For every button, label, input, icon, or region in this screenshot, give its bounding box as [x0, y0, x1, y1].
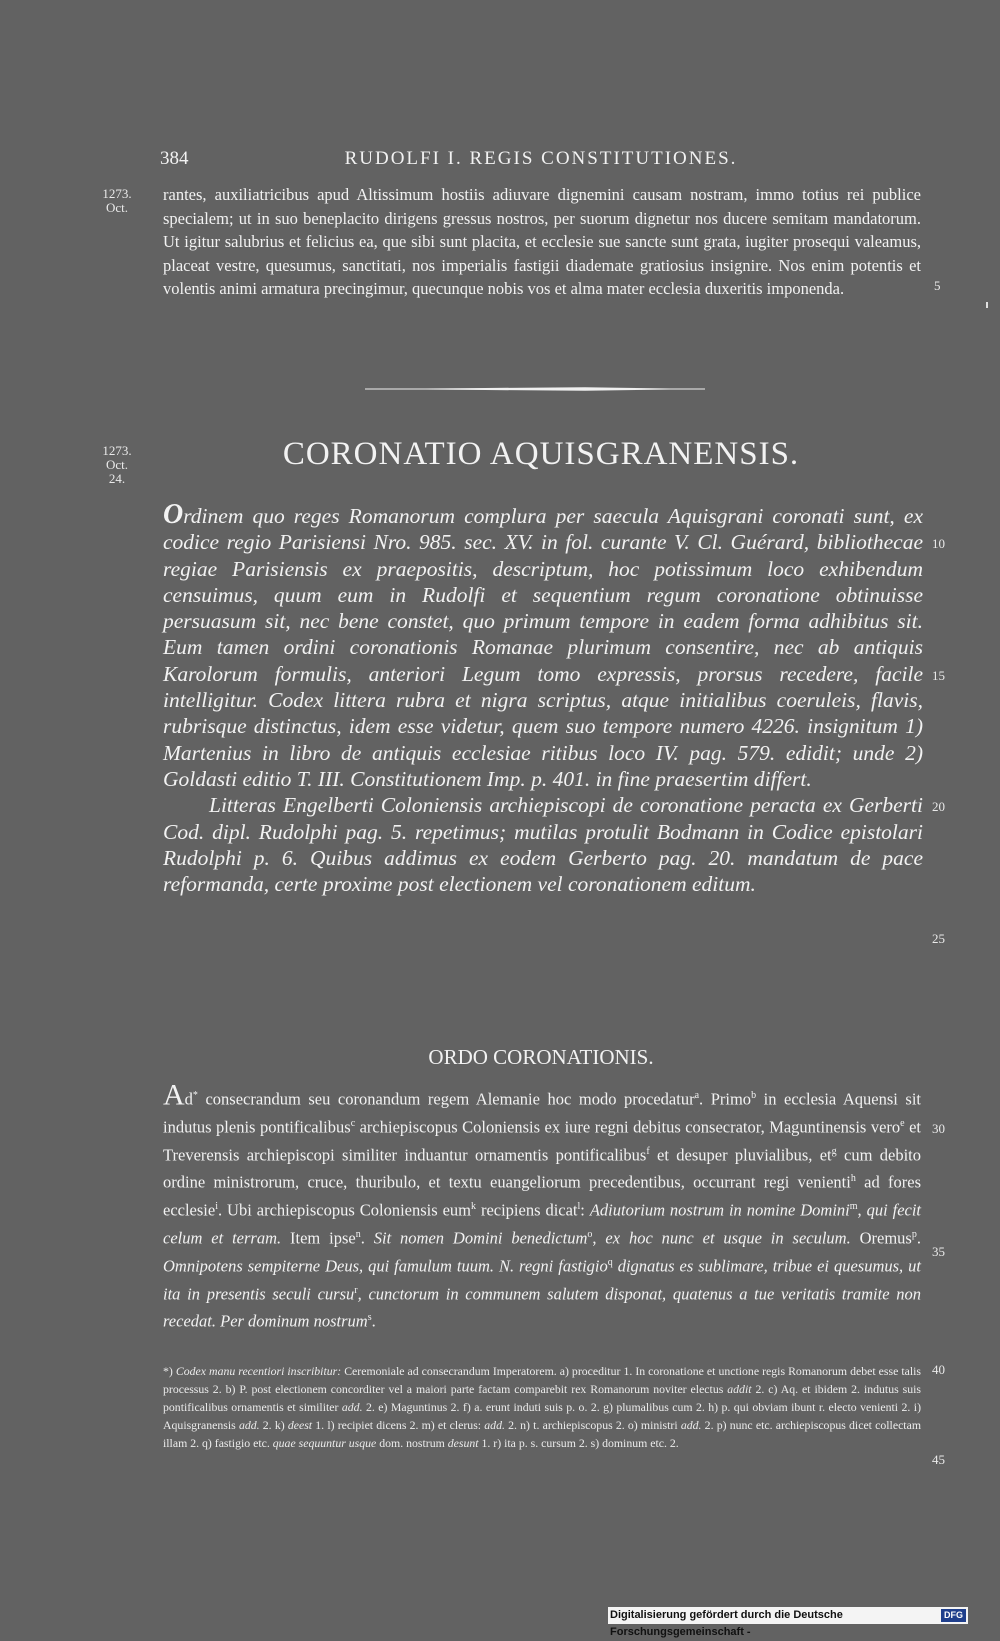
- footnotes: [163, 1362, 921, 1452]
- footnote-text: 2. k): [259, 1418, 288, 1432]
- text-run: ,: [857, 1200, 867, 1220]
- line-number: 35: [932, 1244, 945, 1259]
- italic-run: Omnipotens sempiterne Deus, qui famulum tuum. N. regni fastigio: [163, 1256, 608, 1276]
- footnote-marker: c: [350, 1117, 356, 1129]
- section-divider: [365, 386, 705, 392]
- footnote-text: 1. r) ita p. s. cursum 2. s) dominum etc. 2.: [478, 1436, 679, 1450]
- margin-date-year: 1273.: [102, 186, 132, 201]
- text-run: archiepiscopus Coloniensis ex iure regni debitus consecrator, Maguntinensis vero: [355, 1117, 901, 1137]
- drop-cap: O: [163, 499, 184, 530]
- text-run: . Ubi archiepiscopus Coloniensis eum: [218, 1200, 472, 1220]
- text-run: in ecclesia Aquensi sit indutus plenis pontificalibus: [163, 1089, 922, 1137]
- footnote-italic: quae sequuntur usque: [272, 1436, 377, 1450]
- footnote-marker: k: [471, 1201, 477, 1213]
- footnote-text: *): [163, 1364, 176, 1378]
- italic-run: , cunctorum in communem salutem disponat, quatenus a tue veritatis tramite non recedat. Per dominum nostrum: [163, 1284, 921, 1331]
- footnote-marker: h: [850, 1173, 856, 1185]
- footnote-marker: p: [911, 1228, 917, 1240]
- footnote-text: 2. n) t. archiepiscopus 2. o) ministri: [504, 1418, 681, 1432]
- text-run: Item ipse: [281, 1228, 356, 1248]
- line-number: 25: [932, 931, 945, 946]
- margin-date-day: 24.: [108, 471, 126, 486]
- footnote-marker: g: [831, 1145, 837, 1157]
- text-run: :: [580, 1200, 590, 1220]
- footnote-italic: add.: [680, 1418, 702, 1432]
- intro-paragraph-2: Litteras Engelberti Coloniensis archiepiscopi de coronatione peracta ex Gerberti Cod. dipl. Rudolphi pag. 5. repetimus; mutilas protulit Bodmann in Codice epistolari Rudolphi p. 6. Quibus addimus ex eodem Gerberto pag. 20. mandatum de pace reformanda, certe proxime post electionem vel coronationem editum.: [163, 793, 923, 897]
- text-run: recipiens dicat: [476, 1200, 578, 1220]
- margin-date-month: Oct.: [105, 200, 129, 215]
- footnote-italic: addit: [727, 1382, 752, 1396]
- footnote-marker: l: [577, 1201, 581, 1213]
- margin-date-1: [96, 187, 138, 215]
- italic-run: qui fecit celum et terram.: [163, 1200, 922, 1248]
- text-run: ,: [592, 1228, 606, 1248]
- line-number: 20: [932, 799, 945, 814]
- line-number: 10: [932, 536, 945, 551]
- footnote-italic: add.: [484, 1418, 505, 1432]
- text-run: ad fores ecclesie: [163, 1172, 921, 1220]
- line-number: 45: [932, 1452, 945, 1467]
- footnote-text: Ceremoniale ad consecrandum Imperatorem. a) proceditur 1. In coronatione et unctione regis Romanorum debet esse talis processus 2. b) P. post electionem concorditer vel a maiori parte factam comparebit rex Romanorum noviter electus: [163, 1364, 922, 1396]
- footnote-marker: m: [849, 1201, 858, 1213]
- text-run: cum debito ordine ministrorum, cruce, thuribulo, et textu euangeliorum precedentibus, occurrant regi venienti: [163, 1145, 921, 1192]
- footnote-italic: Codex manu recentiori inscribitur:: [175, 1364, 342, 1378]
- margin-date-2: [96, 444, 138, 486]
- footnote-text: 2. p) nunc etc. archiepiscopus dicet collectam illam 2. q) fastigio etc.: [163, 1418, 921, 1450]
- line-number: 30: [932, 1121, 945, 1136]
- ordo-text: [163, 1078, 922, 1334]
- italic-run: Adiutorium nostrum in nomine Domini: [589, 1200, 850, 1220]
- opening-paragraph: rantes, auxiliatricibus apud Altissimum hostiis adiuvare dignemini causam nostram, immo totius rei publice specialem; ut in suo beneplacito dirigens gressus nostros, per suorum dignetur nos ducere semitam mandatorum. Ut igitur salubrius et felicius ea, que sibi sunt placita, et ecclesie sue sancte sunt grata, iugiter prosequi valeamus, placeat vestre, quesumus, sanctitati, nos imperialis fastigii diademate gratiosius insignire. Nos enim potentis et volentis animi armatura precingimur, quecunque nobis vos et alma mater ecclesia duxeritis imponenda.: [163, 185, 921, 298]
- text-run: .: [916, 1228, 921, 1248]
- footnote-marker: s: [367, 1312, 372, 1324]
- footnote-text: 2. e) Maguntinus 2. f) a. erunt induti suis p. o. 2. g) plumalibus cum 2. h) p. qui obviam ibunt r. electo venienti 2. i) Aquisgranensis: [163, 1400, 922, 1432]
- footnote-marker: q: [607, 1256, 613, 1268]
- margin-date-month: Oct.: [105, 457, 129, 472]
- footnote-marker: f: [646, 1145, 650, 1157]
- line-number: 40: [932, 1362, 945, 1377]
- footnote-text: 2. c) Aq. et ibidem 2. indutus suis pontificalibus ornamentis et similiter: [163, 1382, 921, 1414]
- footnote-marker: a: [694, 1090, 700, 1101]
- line-number: 5: [934, 278, 941, 293]
- ordo-title: ORDO CORONATIONIS.: [428, 1045, 654, 1069]
- text-run: . Primo: [699, 1089, 752, 1109]
- margin-date-year: 1273.: [102, 443, 132, 458]
- footnote-marker: b: [751, 1090, 757, 1101]
- italic-run: Sit nomen Domini benedictum: [373, 1228, 588, 1248]
- footnote-italic: deest: [287, 1418, 313, 1432]
- line-number: 15: [932, 668, 945, 683]
- footnote-italic: add.: [341, 1400, 363, 1414]
- introduction: [163, 499, 923, 897]
- text-run: .: [371, 1311, 376, 1331]
- footnote-italic: add.: [238, 1418, 260, 1432]
- footnote-marker: e: [900, 1117, 905, 1129]
- footnote-marker: r: [354, 1284, 358, 1296]
- dfg-logo: DFG: [941, 1609, 966, 1622]
- page-number: 384: [160, 148, 189, 169]
- italic-run: dignatus es sublimare, tribue ei quesumus, ut ita in presentis seculi cursu: [163, 1256, 921, 1304]
- footnote-marker: *: [192, 1090, 198, 1101]
- text-run: et desuper pluvialibus, et: [649, 1145, 832, 1165]
- footnote-marker: n: [355, 1228, 361, 1240]
- digitization-footer: [608, 1607, 968, 1638]
- text-run: consecrandum seu coronandum regem Alemanie hoc modo procedatur: [197, 1089, 695, 1109]
- scan-mark: [986, 302, 988, 308]
- footer-text: Digitalisierung gefördert durch die Deutsche Forschungsgemeinschaft -: [610, 1609, 843, 1638]
- text-run: .: [360, 1228, 374, 1248]
- intro-text-1: rdinem quo reges Romanorum complura per saecula Aquisgrani coronati sunt, ex codice regio Parisiensi Nro. 985. sec. XV. in fol. curante V. Cl. Guérard, bibliothecae regiae Parisiensis ex praepositis, descriptum, hoc potissimum loco exhibendum censuimus, quum eum in Rudolfi et sequentium regum coronatione obtinuisse persuasum sit, nec bene constet, quo primum tempore in eadem forma adhibitus sit. Eum tamen ordini coronationis Romanae plurimum consentire, nec ab antiquis Karolorum formulis, anteriori Legum tomo expressis, prorsus recedere, facile intelligitur. Codex littera rubra et nigra scriptus, atque initialibus coeruleis, flavis, rubrisque distinctus, idem esse videtur, quem suo tempore numero 4226. insignitum 1) Martenius in libro de antiquis ecclesiae ritibus loco IV. pag. 579. edidit; unde 2) Goldasti editio T. III. Constitutionem Imp. p. 401. in fine praesertim differt.: [163, 504, 923, 791]
- text-run: et Treverensis archiepiscopi similiter induantur ornamentis pontificalibus: [163, 1117, 921, 1165]
- text-run: d: [184, 1089, 193, 1109]
- section-title: CORONATIO AQUISGRANENSIS.: [282, 436, 800, 472]
- footnote-italic: desunt: [447, 1436, 479, 1450]
- intro-paragraph-1: [163, 499, 923, 792]
- footnote-text: 1. l) recipiet dicens 2. m) et clerus:: [312, 1418, 485, 1432]
- text-run: Oremus: [850, 1228, 912, 1248]
- running-title: RUDOLFI I. REGIS CONSTITUTIONES.: [344, 148, 738, 169]
- page-header: [160, 148, 922, 170]
- footnote-marker: i: [215, 1201, 218, 1213]
- italic-run: ex hoc nunc et usque in seculum.: [605, 1228, 851, 1248]
- drop-cap: A: [163, 1078, 185, 1112]
- footnote-marker: o: [587, 1228, 593, 1240]
- footnote-text: dom. nostrum: [376, 1436, 448, 1450]
